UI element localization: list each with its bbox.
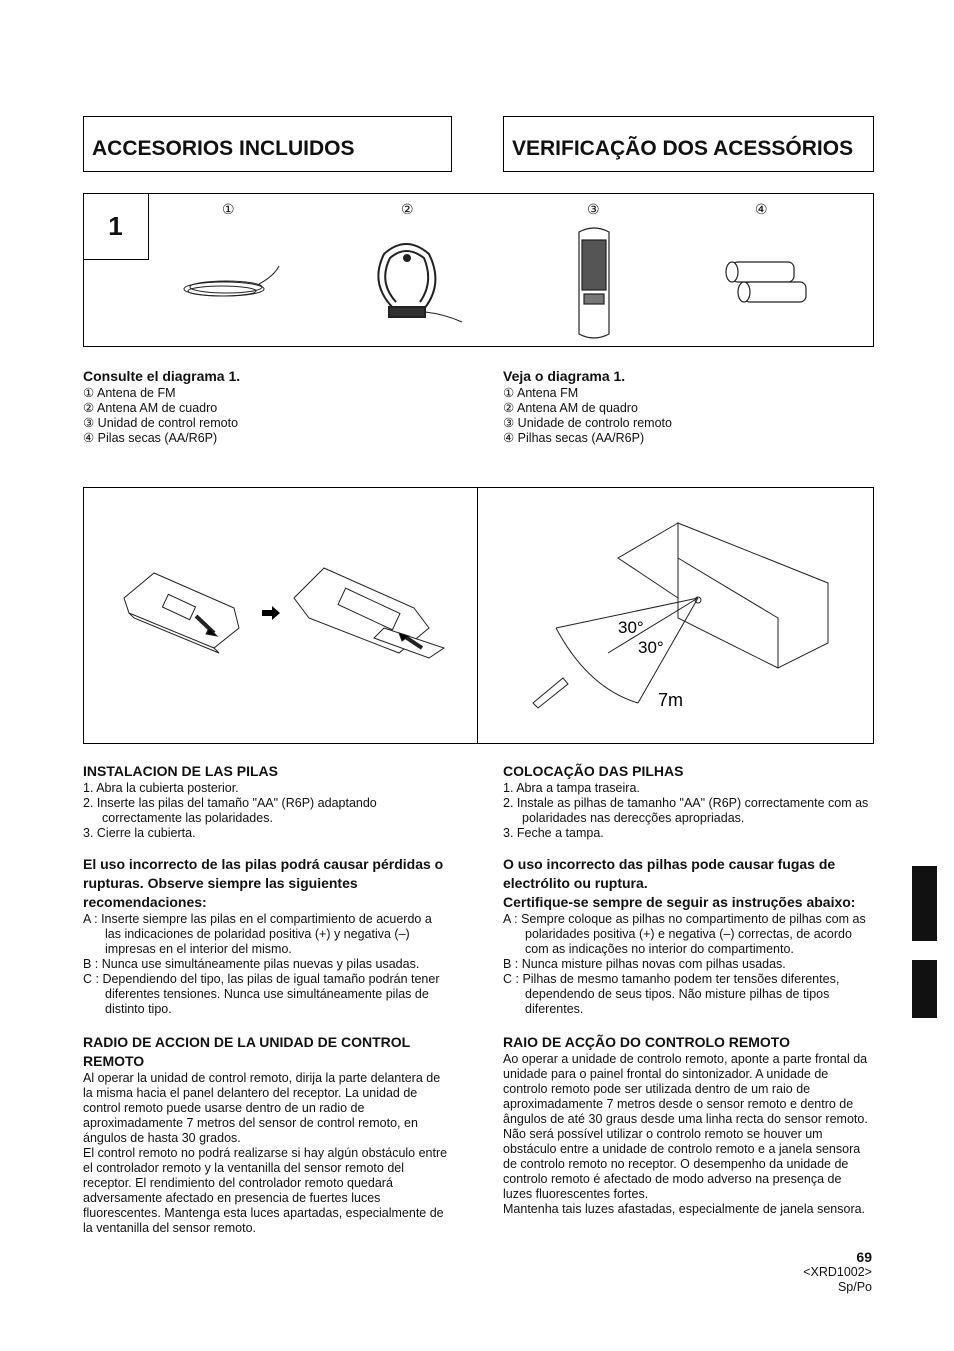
header-box-es [83,116,452,172]
list-item: 1. Abra a tampa traseira. [503,781,640,795]
document-code: <XRD1002> [803,1265,872,1279]
list-item: A : Inserte siempre las pilas en el compartimiento de acuerdo a las indicaciones de polaridad positiva (+) y negativa (–) impresas en el interior del mismo. [83,912,432,956]
list-item: ④ Pilas secas (AA/R6P) [83,431,218,445]
pt-range-paragraph-1: Ao operar a unidade de controlo remoto, aponte a parte frontal da unidade para o painel frontal do sintonizador. A unidade de controlo remoto pode ser utilizada dentro de um raio de aproximadamente 7 metros desde o sensor remoto e dentro de ângulos de até 30 graus desde uma linha recta do sensor remoto. Não será possível utilizar o controlo remoto se houver um obstáculo entre a unidade de controlo remoto e a janela sensora de controlo remoto no receptor. O desempenho da unidade de controlo remoto é afectado de modo adverso na presença de luzes fluorescentes fortes. [503,1052,868,1201]
marker-2: ② [401,201,414,217]
list-item: 3. Feche a tampa. [503,826,604,840]
fm-antenna-icon [184,266,279,296]
pt-warning-title: O uso incorrecto das pilhas pode causar fugas de electrólito ou ruptura. [503,856,836,891]
distance-label: 7m [658,690,684,710]
es-range-paragraph-1: Al operar la unidad de control remoto, dirija la parte delantera de la misma hacia el panel delantero del receptor. La unidad de control remoto puede usarse dentro de un radio de aproximadamente 7 metros del sensor de control remoto, en ángulos de hasta 30 grados. [83,1071,441,1145]
remote-range-drawing [478,488,874,742]
pt-install-title: COLOCAÇÃO DAS PILHAS [503,763,684,779]
list-item: C : Dependiendo del tipo, las pilas de igual tamaño podrán tener diferentes tensiones. Nunca use simultáneamente pilas de distinto tipo. [83,972,440,1016]
es-install-title: INSTALACION DE LAS PILAS [83,763,278,779]
pt-range-title: RAIO DE ACÇÃO DO CONTROLO REMOTO [503,1034,790,1050]
remote-control-icon [579,228,609,338]
list-item: C : Pilhas de mesmo tamanho podem ter tensões diferentes, dependendo de seus tipos. Não misture pilhas de tipos diferentes. [503,972,840,1016]
list-item: B : Nunca use simultáneamente pilas nuevas y pilas usadas. [83,957,420,971]
pt-warning-subtitle: Certifique-se sempre de seguir as instruções abaixo: [503,894,856,910]
es-consult-block [83,369,463,446]
es-range-paragraph-2: El control remoto no podrá realizarse si hay algún obstáculo entre el controlador remoto y la ventanilla del sensor remoto del receptor. El rendimiento del controlador remoto quedará adversamente afectado en presencia de fuertes luces fluorescentes. Mantenga esta luces apartadas, especialmente de la ventanilla del sensor remoto. [83,1146,448,1235]
es-lower-column [83,764,451,1236]
section-tab-marker [912,866,937,941]
list-item: ② Antena AM de quadro [503,401,638,415]
arrow-icon [262,606,280,620]
page-number: 69 [856,1249,872,1265]
battery-install-drawing [84,488,477,742]
list-item: ④ Pilhas secas (AA/R6P) [503,431,645,445]
batteries-icon [726,262,806,302]
list-item: A : Sempre coloque as pilhas no compartimento de pilhas com as polaridades positiva (+) e negativa (–) correctas, de acordo com as indicações no interior do compartimento. [503,912,866,956]
marker-3: ③ [587,201,600,217]
am-loop-antenna-icon [378,244,462,322]
pt-consult-block [503,369,873,446]
es-consult-title: Consulte el diagrama 1. [83,368,241,384]
list-item: 1. Abra la cubierta posterior. [83,781,239,795]
list-item: ① Antena de FM [83,386,176,400]
list-item: 2. Inserte las pilas del tamaño "AA" (R6P) adaptando correctamente las polaridades. [83,796,377,825]
marker-1: ① [222,201,235,217]
page-footer [803,1250,872,1295]
pt-consult-title: Veja o diagrama 1. [503,368,626,384]
es-warning-title: El uso incorrecto de las pilas podrá causar pérdidas o rupturas. Observe siempre las siguientes recomendaciones: [83,856,444,910]
accessories-drawing [84,194,872,345]
figure-battery-range [83,487,874,744]
list-item: ③ Unidad de control remoto [83,416,239,430]
marker-4: ④ [755,201,768,217]
angle-label-2: 30° [638,638,664,657]
list-item: B : Nunca misture pilhas novas com pilhas usadas. [503,957,786,971]
header-title-es: ACCESORIOS INCLUIDOS [92,137,355,160]
es-range-title: RADIO DE ACCION DE LA UNIDAD DE CONTROL REMOTO [83,1034,410,1069]
header-box-pt [503,116,874,172]
figure-accessories [83,193,874,347]
pt-range-paragraph-2: Mantenha tais luzes afastadas, especialmente de janela sensora. [503,1202,866,1216]
header-title-pt: VERIFICAÇÃO DOS ACESSÓRIOS [512,137,854,160]
list-item: 3. Cierre la cubierta. [83,826,196,840]
list-item: 2. Instale as pilhas de tamanho "AA" (R6P) correctamente com as polaridades nas derecções apropriadas. [503,796,869,825]
angle-label-1: 30° [618,618,644,637]
list-item: ② Antena AM de cuadro [83,401,218,415]
section-tab-marker [912,960,937,1018]
list-item: ③ Unidade de controlo remoto [503,416,672,430]
list-item: ① Antena FM [503,386,579,400]
pt-lower-column [503,764,873,1217]
figure-number: 1 [83,193,149,260]
language-code: Sp/Po [837,1280,872,1294]
